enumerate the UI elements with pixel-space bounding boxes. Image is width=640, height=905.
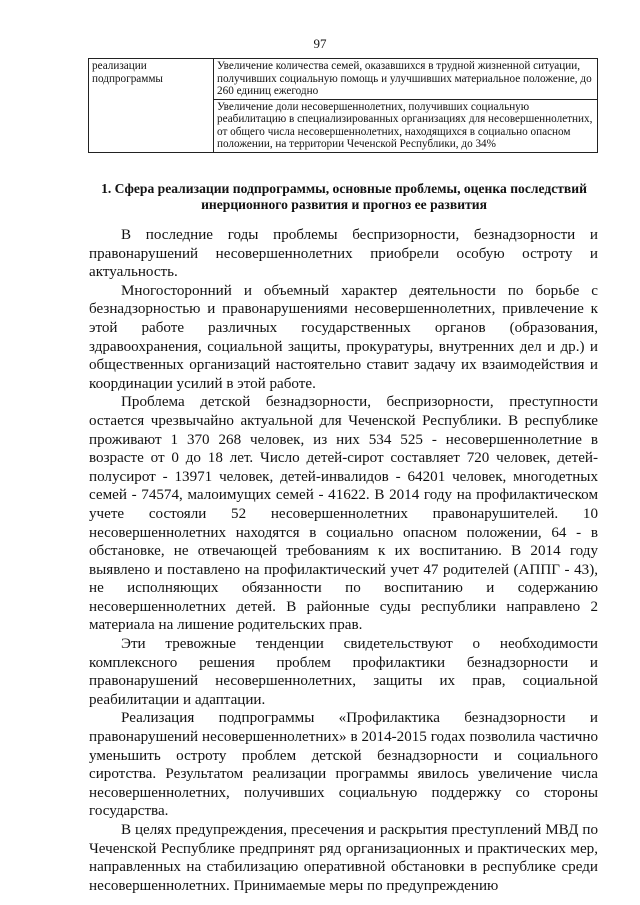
paragraph: Проблема детской безнадзорности, беспризорности, преступности остается чрезвычайно актуальной для Чеченской Республики. В республике проживают 1 370 268 человек, из них 534 525 - несовершеннолетние в возрасте от 0 до 18 лет. Число детей-сирот составляет 720 человек, детей-полусирот - 13971 человек, детей-инвалидов - 64201 человек, многодетных семей - 74574, малоимущих семей - 41622. В 2014 году на профилактическом учете состояли 52 несовершеннолетних правонарушителей. 10 несовершеннолетних находятся в социально опасном положении, 64 - в обстановке, не отвечающей требованиям к их воспитанию. В 2014 году выявлено и поставлено на профилактический учет 47 родителей (АППГ - 43), не исполняющих обязанности по воспитанию и содержанию несовершеннолетних детей. В районные суды республики направлено 2 материала на лишение родительских прав. (89, 394, 598, 634)
paragraph: Реализация подпрограммы «Профилактика безнадзорности и правонарушений несовершеннолетних» в 2014-2015 годах позволила частично уменьшить остроту проблем детской безнадзорности и социального сиротства. Результатом реализации программы явилось увеличение числа несовершеннолетних, получивших социальную поддержку со стороны государства. (89, 710, 598, 820)
paragraph: В целях предупреждения, пресечения и раскрытия преступлений МВД по Чеченской Республике предпринят ряд организационных и практических мер, направленных на стабилизацию оперативной обстановки в республике среди несовершеннолетних. Принимаемые меры по предупреждению (89, 822, 598, 894)
indicators-table (88, 58, 598, 153)
paragraph: Эти тревожные тенденции свидетельствуют о необходимости комплексного решения проблем профилактики безнадзорности и правонарушений несовершеннолетних, защиты их прав, социальной реабилитации и адаптации. (89, 636, 598, 708)
table-cell-label: реализации подпрограммы (89, 59, 214, 153)
table-cell-indicator: Увеличение количества семей, оказавшихся в трудной жизненной ситуации, получивших социальную помощь и улучшивших материальное положение, до 260 единиц ежегодно (214, 59, 598, 100)
paragraph: В последние годы проблемы беспризорности, безнадзорности и правонарушений несовершеннолетних приобрели особую остроту и актуальность. (89, 227, 598, 281)
table-row (89, 59, 598, 100)
paragraph: Многосторонний и объемный характер деятельности по борьбе с безнадзорностью и правонарушениями несовершеннолетних, привлечение к этой работе различных государственных органов (образования, здравоохранения, социальной защиты, прокуратуры, внутренних дел и др.) и общественных организаций настоятельно ставит задачу их взаимодействия и координации усилий в этой работе. (89, 282, 598, 392)
table-cell-indicator: Увеличение доли несовершеннолетних, получивших социальную реабилитацию в специализированных организациях для несовершеннолетних, от общего числа несовершеннолетних, находящихся в социально опасном положении, на территории Чеченской Республики, до 34% (214, 99, 598, 152)
section-heading: 1. Сфера реализации подпрограммы, основные проблемы, оценка последствий инерционного развития и прогноз ее развития (101, 181, 587, 212)
page-number: 97 (313, 36, 327, 51)
body-text (89, 226, 598, 895)
